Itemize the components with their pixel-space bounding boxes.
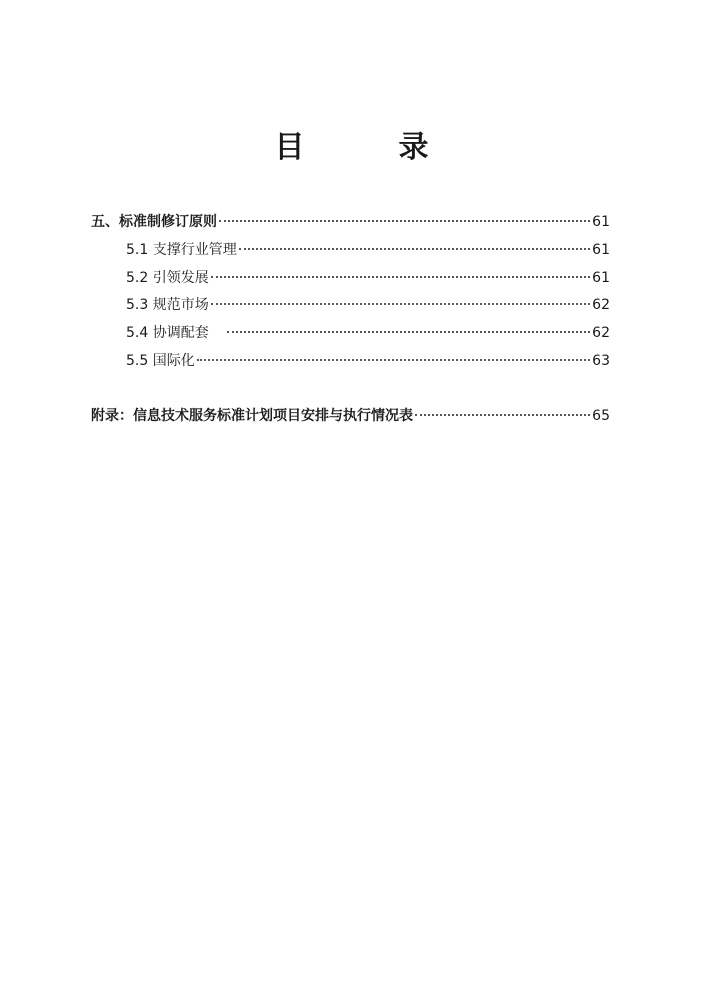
toc-entry-appendix[interactable] [91, 405, 610, 427]
toc-entry-label: 五、标准制修订原则 [91, 214, 217, 230]
toc-entry-5-3[interactable] [126, 294, 610, 316]
dot-leader [227, 330, 590, 333]
toc-entry-page-number: 61 [592, 270, 610, 286]
dot-leader [219, 219, 590, 222]
toc-entry-page-number: 65 [592, 408, 610, 424]
toc-entry-label: 附录：信息技术服务标准计划项目安排与执行情况表 [91, 408, 413, 424]
toc-entry-label: 5.1 支撑行业管理 [126, 242, 237, 258]
toc-entry-5-4[interactable] [126, 322, 610, 344]
toc-entry-5-1[interactable] [126, 239, 610, 261]
toc-entry-page-number: 61 [592, 214, 610, 230]
toc-entry-page-number: 63 [592, 353, 610, 369]
toc-entry-page-number: 61 [592, 242, 610, 258]
toc-entry-page-number: 62 [592, 325, 610, 341]
toc-entry-5-2[interactable] [126, 267, 610, 289]
dot-leader [197, 358, 590, 361]
toc-entry-5-5[interactable] [126, 350, 610, 372]
page-title: 目 录 [274, 130, 461, 165]
toc-entry-label: 5.5 国际化 [126, 353, 195, 369]
toc-entry-section-5[interactable] [91, 211, 610, 233]
toc-entry-page-number: 62 [592, 297, 610, 313]
toc-entry-label: 5.2 引领发展 [126, 270, 209, 286]
dot-leader [415, 413, 590, 416]
toc-entry-label: 5.3 规范市场 [126, 297, 209, 313]
dot-leader [211, 302, 590, 305]
dot-leader [211, 275, 590, 278]
dot-leader [239, 247, 590, 250]
toc-entry-label: 5.4 协调配套 [126, 325, 209, 341]
